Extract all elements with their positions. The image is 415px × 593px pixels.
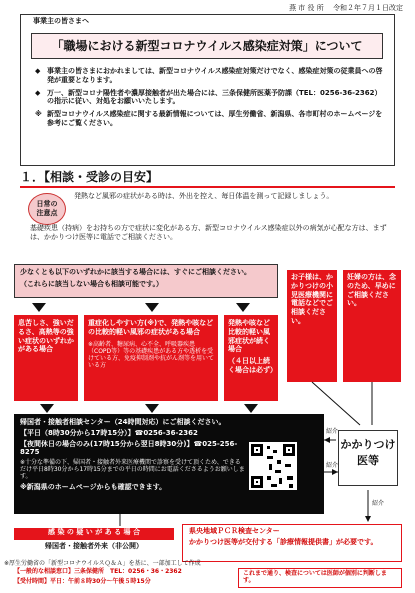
footer-hours: 【受付時間】平日：午前８時30分～午後５時15分 [14, 578, 151, 585]
center-note: ※十分な準備の下、帰国者・接触者外来医療機関で診察を受けて頂くため、できるだけ平日8時30分から17時15分までの平日の時間にお電話くださるようお願いします。 [20, 459, 245, 481]
center-title: 帰国者・接触者相談センター（24時間対応）にご相談ください。 [20, 418, 226, 426]
city-office: 燕 市 役 所 [289, 4, 324, 12]
high-risk-title: 重症化しやすい方(※)で、発熱や咳などの比較的軽い風邪の症状がある場合 [88, 319, 214, 336]
bullet-item: ◆ 万一、新型コロナ陽性者や濃厚接触者が出た場合には、三条保健所医薬予防課（TEL：0256-36-2362）の指示に従い、対処をお願いいたします。 [35, 88, 382, 106]
daily-note-line1: 発熱など風邪の症状がある時は、外出を控え、毎日体温を測って記録しましょう。 [74, 192, 334, 200]
referral-label: 紹介 [326, 462, 339, 469]
center-night-phone: 【夜間休日の場合のみ(17時15分から翌日8時30分)】☎025-256-8275 [20, 439, 238, 457]
footer-contact: 【一般的な相談窓口】三条保健所 TEL：0256・36・2362 [14, 568, 182, 575]
bullet-item: ◆ 事業主の皆さまにおかれましては、新型コロナウイルス感染症対策だけでなく、感染症対策の従業員への啓発が重要となります。 [35, 67, 383, 84]
daily-note-line2: 基礎疾患（持病）をお持ちの方で症状に変化がある方、新型コロナウイルス感染症以外の病気が心配な方は、まずは、かかりつけ医等に電話でご相談ください。 [30, 224, 387, 241]
revision-date: 令和２年７月１日改定 [333, 4, 403, 12]
mild-symptoms-sub: （４日以上続く場合は必ず） [228, 357, 277, 374]
suspect-title: 感 染 の 疑 い が あ る 場 合 [14, 528, 174, 540]
kakaritsuke-box: かかりつけ医等 [338, 430, 398, 486]
condition-line2: （これらに該当しない場合も相談可能です。） [20, 279, 163, 288]
section1-title: １．【相談・受診の目安】 [20, 170, 159, 184]
pcr-center-box [182, 524, 402, 562]
referral-label: 紹介 [372, 500, 385, 507]
center-weekday-phone: 【平日（8時30分から17時15分）】☎0256-36-2362 [20, 428, 198, 437]
high-risk-note: ※高齢者、糖尿病、心不全、呼吸器疾患（COPD等）等の基礎疾患がある方や透析を受けている方、免疫抑制剤や抗がん剤等を用いている方 [88, 340, 215, 370]
footer-note: これまで通り、検査については医師が個別に判断します。 [238, 568, 402, 588]
intro-label: 事業主の皆さまへ [33, 17, 89, 25]
referral-label: 紹介 [326, 428, 339, 435]
daily-note-badge: 日常の 注意点 [28, 193, 66, 225]
pcr-body: かかりつけ医等が交付する「診療情報提供書」が必要です。 [189, 537, 378, 546]
bullet-item: ※ 新型コロナウイルス感染症に関する最新情報については、厚生労働省、新潟県、各市町村のホームページを参考にご覧ください。 [35, 110, 383, 127]
condition-line1: 少なくとも以下のいずれかに該当する場合には、すぐにご相談ください。 [20, 268, 251, 276]
footer-reference: ※厚生労働省の「新型コロナウイルスＱ＆Ａ」を基に、一部加工して作成 [4, 560, 201, 567]
pcr-title: 県央地域ＰＣＲ検査センター [189, 527, 280, 535]
mild-symptoms-main: 発熱や咳など比較的軽い風邪症状が続く場合 [228, 319, 270, 354]
center-web-note: ※新潟県のホームページからも確認できます。 [20, 482, 167, 491]
suspect-destination: 帰国者・接触者外来（非公開） [45, 542, 143, 550]
main-title: 「職場における新型コロナウイルス感染症対策」について [31, 33, 383, 59]
severe-symptoms-box: 息苦しさ、強いだるさ、高熱等の強い症状のいずれかがある場合 [14, 315, 78, 401]
pregnant-box: 妊婦の方は、念のため、早めにご相談ください。 [343, 270, 401, 382]
kids-box: お子様は、かかりつけの小児医療機関に電話などでご相談ください。 [287, 270, 337, 382]
